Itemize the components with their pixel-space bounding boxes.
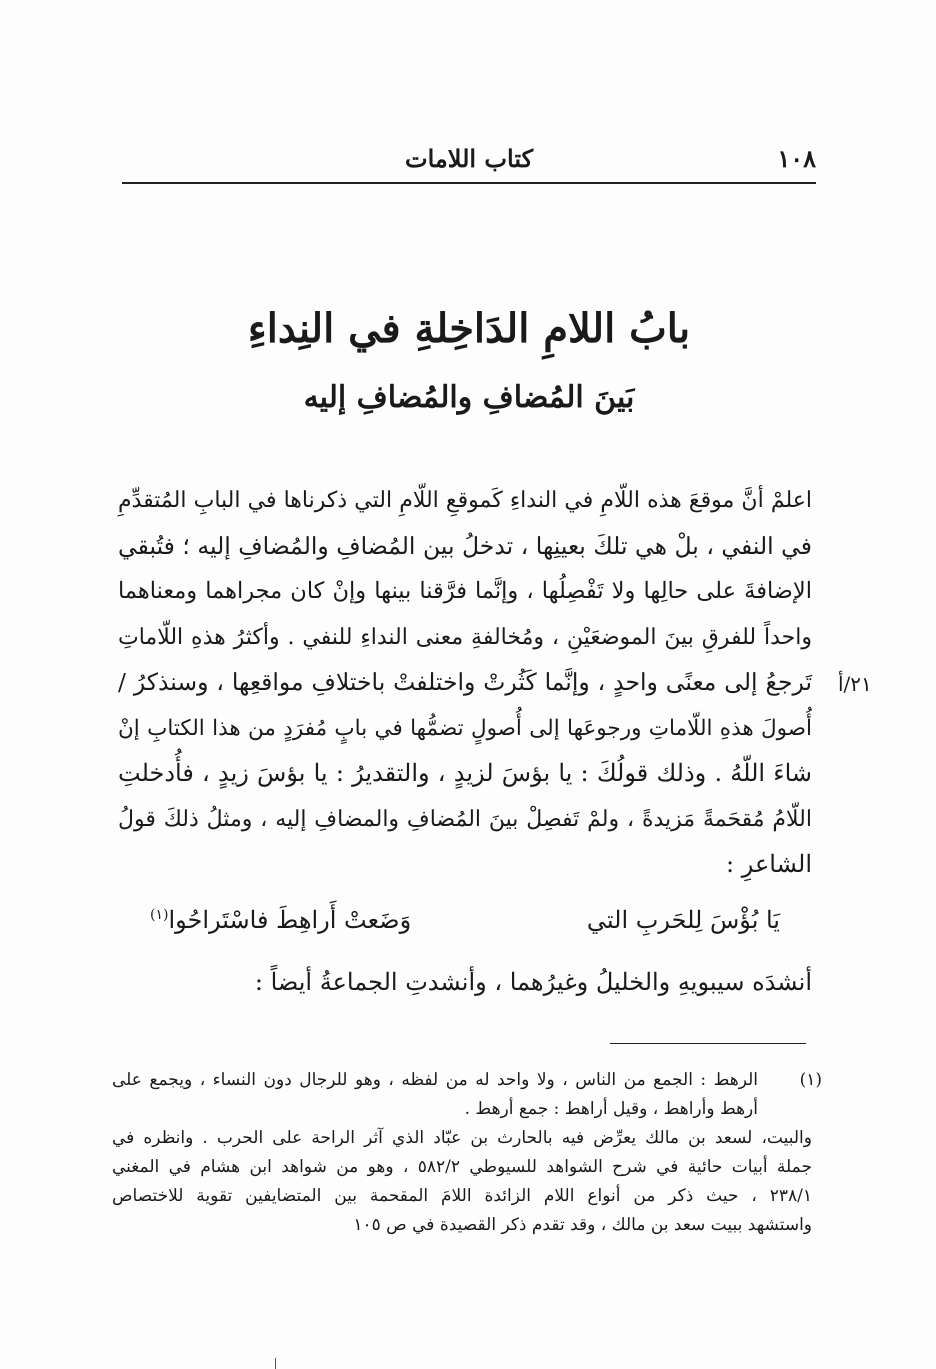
footnote-line: واستشهد ببيت سعد بن مالك ، وقد تقدم ذكر القصيدة في ص ١٠٥ bbox=[353, 1215, 812, 1235]
body-line: تَرجعُ إلى معنًى واحدٍ ، وإنَّما كَثُرتْ واختلفتْ باختلافِ مواقعِها ، وسنذكرُ / bbox=[118, 668, 812, 696]
body-line: الإضافةَ على حالِها ولا تَفْصِلُها ، وإنَّما فرَّقنا بينها وإنْ كان مجراهما ومعناهما bbox=[118, 578, 812, 604]
body-line: في النفي ، بلْ هي تلكَ بعينِها ، تدخلُ بين المُضافِ والمُضافِ إليه ؛ فتُبقي bbox=[118, 531, 812, 560]
after-verse-line: أنشدَه سيبويهِ والخليلُ وغيرُهما ، وأنشدتِ الجماعةُ أيضاً : bbox=[254, 968, 812, 996]
verse-first-hemistich: يَا بُؤْسَ لِلحَربِ التي bbox=[586, 906, 780, 934]
footnote-line: والبيت، لسعد بن مالك يعرِّض فيه بالحارث بن عبّاد الذي آثر الراحة على الحرب . وانظره في bbox=[112, 1128, 812, 1148]
footnote-line: أرهط وأراهط ، وقيل أراهط : جمع أرهط . bbox=[464, 1099, 758, 1119]
footnote-1-continuation bbox=[112, 1124, 812, 1240]
running-title: كتاب اللامات bbox=[405, 144, 533, 173]
chapter-title: بابُ اللامِ الدَاخِلةِ في النِداءِ bbox=[247, 305, 691, 352]
footnote-number: (١) bbox=[799, 1070, 822, 1090]
body-line: اعلمْ أنَّ موقعَ هذه اللّامِ في النداءِ كَموقعِ اللّامِ التي ذكرناها في البابِ المُتقدِّمِ bbox=[118, 488, 812, 513]
body-line: أُصولَ هذهِ اللّاماتِ ورجوعَها إلى أُصولٍ تضمُّها في بابٍ مُفرَدٍ من هذا الكتابِ إنْ bbox=[118, 715, 812, 741]
footnote-line: الرهط : الجمع من الناس ، ولا واحد له من لفظه ، وهو للرجال دون النساء ، ويجمع على bbox=[112, 1070, 758, 1090]
footnote-1 bbox=[112, 1066, 822, 1124]
page-number: ١٠٨ bbox=[777, 144, 816, 173]
body-line: واحداً للفرقِ بينَ الموضعَيْنِ ، ومُخالفةِ معنى النداءِ للنفي . وأكثرُ هذهِ اللّاماتِ bbox=[118, 624, 812, 650]
footnote-reference[interactable]: (١) bbox=[150, 907, 169, 923]
verse-second-hemistich-text: وَضَعتْ أَراهِطَ فاسْتَراحُوا bbox=[168, 906, 412, 934]
body-text bbox=[118, 478, 812, 888]
footnotes bbox=[112, 1066, 822, 1240]
footnote-separator bbox=[610, 1043, 806, 1044]
body-line: الشاعرِ : bbox=[726, 850, 812, 878]
scan-mark bbox=[275, 1358, 276, 1369]
poetry-verse bbox=[150, 906, 780, 951]
chapter-subtitle: بَينَ المُضافِ والمُضافِ إليه bbox=[303, 380, 635, 415]
verse-second-hemistich bbox=[150, 906, 411, 934]
footnote-line: جملة أبيات حائية في شرح الشواهد للسيوطي ٥٨٢/٢ ، وهو من شواهد ابن هشام في المغني bbox=[112, 1157, 812, 1177]
page-header bbox=[122, 138, 816, 182]
footnote-line: ٢٣٨/١ ، حيث ذكر من أنواع اللام الزائدة اللامَ المقحمة بين المتضايفين تقوية للاختصاص bbox=[112, 1186, 812, 1206]
body-line: اللّامُ مُقحَمةً مَزيدةً ، ولمْ تَفصِلْ بينَ المُضافِ والمضافِ إليه ، ومثلُ ذلكَ قولُ bbox=[118, 806, 812, 832]
body-line: شاءَ اللّهُ . وذلك قولُكَ : يا بؤسَ لزيدٍ ، والتقديرُ : يا بؤسَ زيدٍ ، فأُدخلتِ bbox=[118, 759, 812, 787]
manuscript-folio-note: ٢١/أ bbox=[838, 672, 872, 696]
header-rule bbox=[122, 182, 816, 184]
